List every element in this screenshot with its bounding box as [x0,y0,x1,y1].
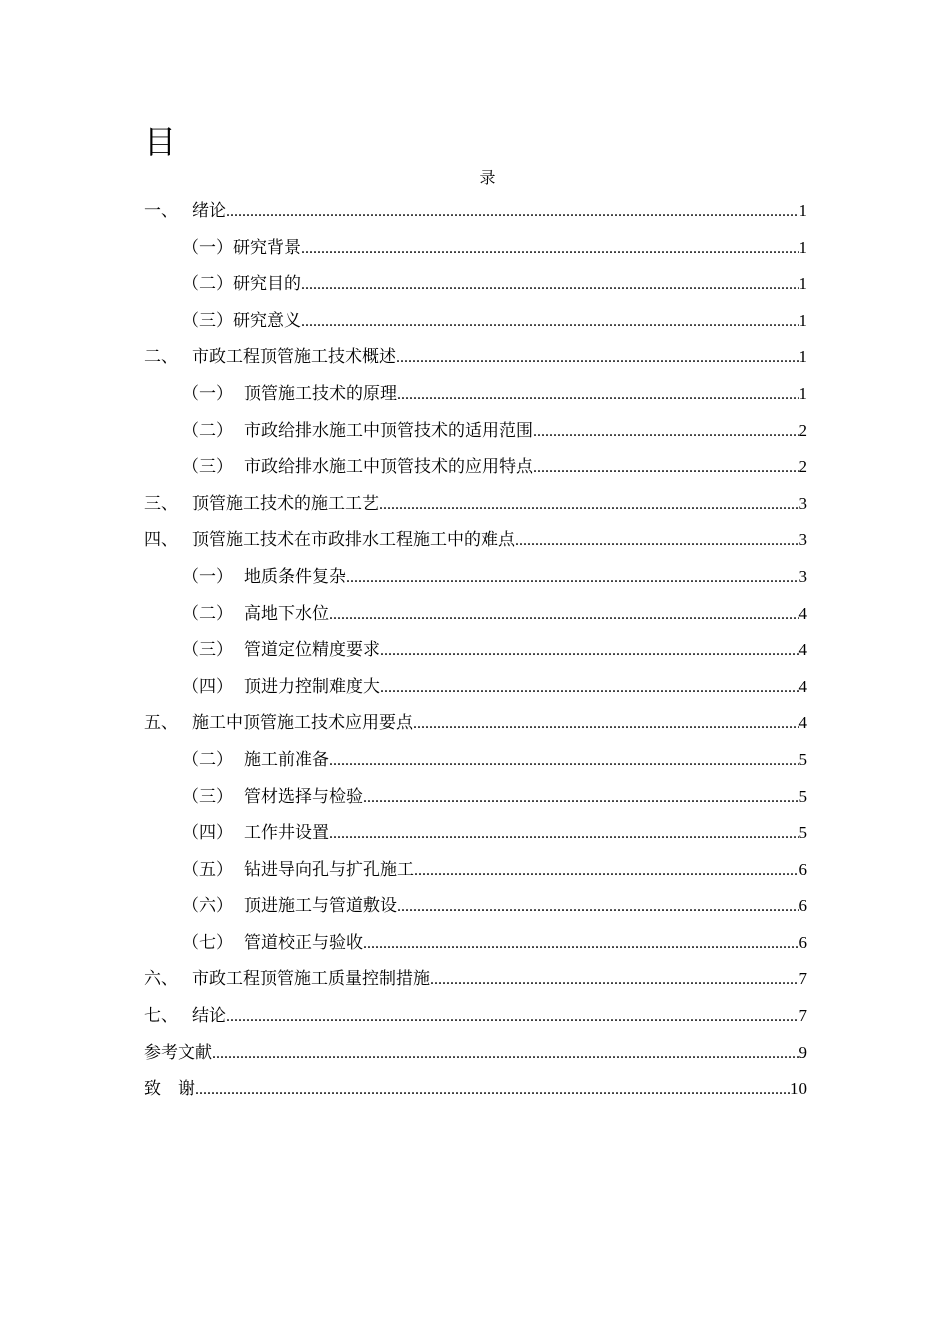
toc-entry-number: （二） [182,420,233,441]
toc-leader-dots [329,606,799,624]
toc-entry-number: （六） [182,896,233,917]
toc-entry-page: 3 [798,566,807,586]
toc-title-sub: 录 [479,168,496,187]
toc-entry-page: 1 [798,237,807,257]
toc-entry-page: 2 [798,457,807,477]
toc-entry-text: 市政给排水施工中顶管技术的应用特点 [244,457,533,478]
toc-entry-5-6[interactable] [144,891,807,928]
toc-entry-2[interactable] [144,342,807,379]
toc-entry-page: 9 [798,1042,807,1062]
toc-entry-page: 4 [798,603,807,623]
toc-leader-dots [195,1081,790,1099]
toc-entry-number: （三） [182,310,233,331]
toc-entry-page: 1 [798,383,807,403]
toc-leader-dots [380,642,799,660]
toc-entry-page: 2 [798,420,807,440]
toc-entry-4-1[interactable] [144,562,807,599]
toc-entry-text: 参考文献 [144,1042,212,1063]
toc-entry-text: 市政给排水施工中顶管技术的适用范围 [244,420,533,441]
toc-entry-text: 顶管施工技术的原理 [244,383,397,404]
toc-entry-text: 研究背景 [233,237,301,258]
toc-entry-text: 施工中顶管施工技术应用要点 [192,713,413,734]
toc-entry-number: 二、 [144,347,178,368]
toc-entry-1-2[interactable] [144,269,807,306]
toc-entry-text: 结论 [192,1006,226,1027]
toc-entry-number: （一） [182,566,233,587]
toc-entry-number: 七、 [144,1006,178,1027]
toc-entry-page: 1 [798,201,807,220]
toc-entry-references[interactable] [144,1038,807,1075]
toc-entry-5-5[interactable] [144,855,807,892]
toc-entry-5-7[interactable] [144,928,807,965]
toc-entry-2-2[interactable] [144,416,807,453]
toc-entry-2-3[interactable] [144,452,807,489]
toc-entry-text: 顶进施工与管道敷设 [244,896,397,917]
toc-leader-dots [329,752,799,770]
toc-entry-number: （一） [182,237,233,258]
toc-entry-page: 3 [798,493,807,513]
toc-entry-text: 市政工程顶管施工技术概述 [192,347,396,368]
toc-entry-text: 顶管施工技术的施工工艺 [192,493,379,514]
toc-entry-number: 一、 [144,201,178,221]
toc-leader-dots [397,386,799,404]
toc-entry-number: （二） [182,603,233,624]
toc-entry-text: 研究目的 [233,274,301,295]
toc-entry-number: 六、 [144,969,178,990]
toc-entry-4-2[interactable] [144,599,807,636]
toc-entry-text: 绪论 [192,201,226,221]
toc-leader-dots [396,349,799,367]
toc-entry-text: 研究意义 [233,310,301,331]
toc-entry-text: 钻进导向孔与扩孔施工 [244,859,414,880]
toc-entry-number: （五） [182,859,233,880]
toc-entry-4[interactable] [144,525,807,562]
toc-leader-dots [363,935,799,953]
toc-entry-page: 10 [790,1079,807,1099]
toc-entry-number: （四） [182,823,233,844]
toc-leader-dots [363,789,799,807]
toc-entry-6[interactable] [144,964,807,1001]
toc-entry-2-1[interactable] [144,379,807,416]
toc-leader-dots [414,862,799,880]
toc-entry-text: 地质条件复杂 [244,566,346,587]
toc-leader-dots [379,496,799,514]
toc-entry-page: 4 [798,713,807,733]
toc-entry-number: （三） [182,640,233,661]
toc-entry-7[interactable] [144,1001,807,1038]
toc-entry-page: 4 [798,676,807,696]
toc-leader-dots [533,459,799,477]
toc-entry-page: 6 [798,932,807,952]
toc-entry-page: 6 [798,859,807,879]
toc-leader-dots [515,532,799,550]
toc-entry-1-3[interactable] [144,306,807,343]
toc-leader-dots [413,715,799,733]
toc-leader-dots [430,971,799,989]
toc-entry-3[interactable] [144,489,807,526]
toc-entry-5-3[interactable] [144,782,807,819]
toc-leader-dots [301,276,799,294]
toc-entry-4-3[interactable] [144,635,807,672]
toc-leader-dots [380,679,799,697]
toc-leader-dots [226,1008,799,1026]
toc-leader-dots [329,825,799,843]
toc-entry-page: 1 [798,347,807,367]
toc-entry-text: 顶管施工技术在市政排水工程施工中的难点 [192,530,515,551]
toc-entry-number: （七） [182,932,233,953]
toc-entry-page: 6 [798,896,807,916]
toc-entry-acknowledgements[interactable] [144,1074,807,1111]
toc-entry-page: 5 [798,749,807,769]
toc-leader-dots [533,423,799,441]
toc-entry-number: （二） [182,274,233,295]
toc-entry-page: 1 [798,274,807,294]
toc-entry-text: 管道定位精度要求 [244,640,380,661]
toc-entry-1-1[interactable] [144,233,807,270]
toc-entry-4-4[interactable] [144,672,807,709]
toc-entry-number: 四、 [144,530,178,551]
toc-entry-text: 管道校正与验收 [244,932,363,953]
toc-entry-number: 三、 [144,493,178,514]
toc-leader-dots [212,1045,799,1063]
toc-entry-page: 7 [798,969,807,989]
toc-leader-dots [397,898,799,916]
toc-entry-text: 高地下水位 [244,603,329,624]
toc-leader-dots [301,240,799,258]
toc-leader-dots [226,203,799,221]
toc-entry-page: 5 [798,823,807,843]
toc-entry-number: （三） [182,786,233,807]
toc-entry-number: （一） [182,383,233,404]
toc-entry-page: 3 [798,530,807,550]
toc-entry-5[interactable] [144,708,807,745]
toc-title-main: 目 [144,123,177,161]
toc-entry-page: 1 [798,310,807,330]
toc-entry-number: （四） [182,676,233,697]
table-of-contents [144,196,807,1111]
toc-entry-text: 顶进力控制难度大 [244,676,380,697]
toc-entry-text: 工作井设置 [244,823,329,844]
toc-entry-text: 管材选择与检验 [244,786,363,807]
toc-entry-text: 致 谢 [144,1079,195,1100]
toc-entry-page: 5 [798,786,807,806]
toc-entry-number: （二） [182,749,233,770]
toc-entry-text: 市政工程顶管施工质量控制措施 [192,969,430,990]
toc-entry-text: 施工前准备 [244,749,329,770]
toc-entry-page: 4 [798,640,807,660]
toc-entry-number: （三） [182,457,233,478]
toc-entry-page: 7 [798,1006,807,1026]
toc-leader-dots [346,569,799,587]
toc-entry-5-2[interactable] [144,745,807,782]
toc-entry-1[interactable] [144,196,807,233]
toc-entry-number: 五、 [144,713,178,734]
toc-entry-5-4[interactable] [144,818,807,855]
toc-leader-dots [301,313,799,331]
